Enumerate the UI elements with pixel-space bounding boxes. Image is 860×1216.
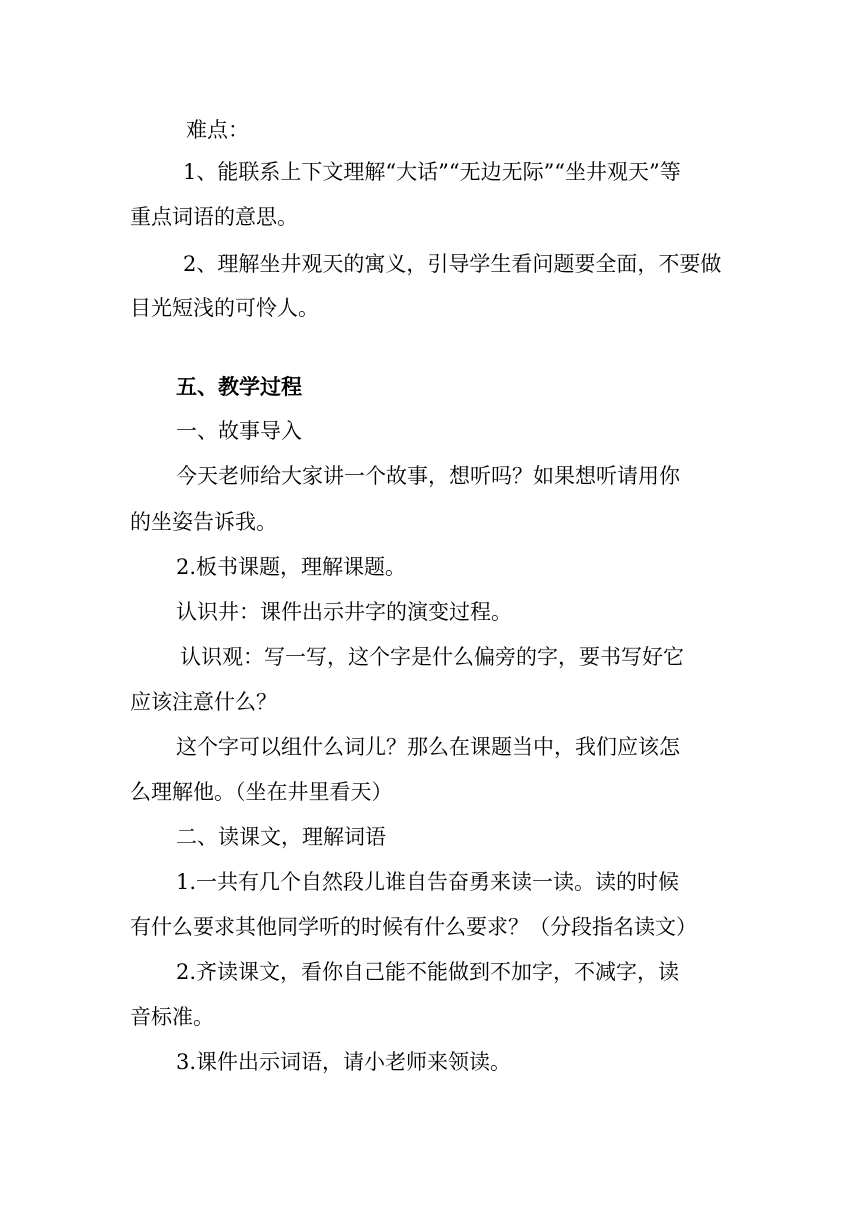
paragraph-word-groups: 这个字可以组什么词儿？那么在课题当中，我们应该怎 [176,735,680,759]
item-recognize-guan: 认识观：写一写，这个字是什么偏旁的字，要书写好它 [180,645,684,669]
item-recognize-guan-cont: 应该注意什么？ [130,690,277,714]
item-recognize-jing: 认识井：课件出示井字的演变过程。 [176,600,512,624]
item-board-title: 2.板书课题，理解课题。 [176,555,407,579]
item-read-1-cont: 有什么要求其他同学听的时候有什么要求？（分段指名读文） [130,915,697,939]
item-read-3: 3.课件出示词语，请小老师来领读。 [176,1050,512,1074]
item-read-2-cont: 音标准。 [130,1005,214,1029]
item-read-2: 2.齐读课文，看你自己能不能做到不加字，不减字，读 [176,960,680,984]
difficulty-point-2: 2、理解坐井观天的寓义，引导学生看问题要全面，不要做 [183,252,722,276]
difficulty-point-2-cont: 目光短浅的可怜人。 [130,296,319,320]
item-read-1: 1.一共有几个自然段儿谁自告奋勇来读一读。读的时候 [176,870,680,894]
section-heading-teaching-process: 五、教学过程 [176,374,302,399]
paragraph-story-cont: 的坐姿告诉我。 [130,510,277,534]
subheading-story-intro: 一、故事导入 [176,419,302,443]
paragraph-word-groups-cont: 么理解他。（坐在井里看天） [130,780,393,804]
paragraph-story: 今天老师给大家讲一个故事，想听吗？如果想听请用你 [176,464,680,488]
difficulty-point-1-cont: 重点词语的意思。 [130,205,298,229]
difficulty-heading: 难点： [186,118,249,142]
subheading-read-text: 二、读课文，理解词语 [176,825,386,849]
difficulty-point-1: 1、能联系上下文理解“大话”“无边无际”“坐井观天”等 [183,160,681,184]
